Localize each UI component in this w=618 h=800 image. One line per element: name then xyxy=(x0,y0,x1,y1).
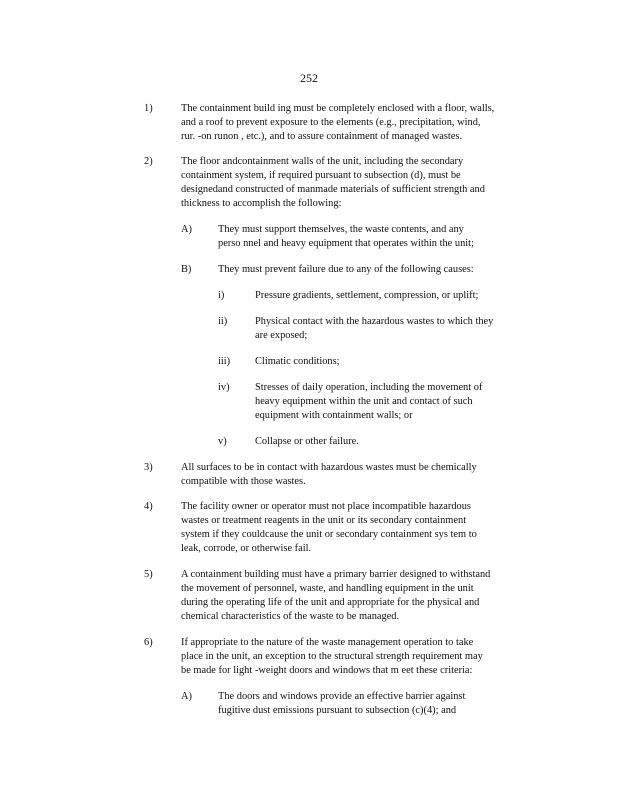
item-line: system if they couldcause the unit or secondary containment sys tem to xyxy=(181,529,477,540)
item-line: They must support themselves, the waste contents, and any xyxy=(218,224,464,235)
item-label: B) xyxy=(181,264,192,275)
item-label: iv) xyxy=(218,382,230,393)
item-line: Stresses of daily operation, including the movement of xyxy=(255,382,483,393)
item-line: during the operating life of the unit and appropriate for the physical and xyxy=(181,597,480,608)
item-label: 1) xyxy=(144,103,153,114)
item-label: v) xyxy=(218,436,227,447)
item-line: compatible with those wastes. xyxy=(181,476,306,487)
item-line: wastes or treatment reagents in the unit or its secondary containment xyxy=(181,515,467,526)
item-line: heavy equipment within the unit and contact of such xyxy=(255,396,473,407)
item-label: i) xyxy=(218,290,225,301)
item-line: are exposed; xyxy=(255,330,308,341)
item-line: rur. -on runon , etc.), and to assure containment of managed wastes. xyxy=(181,131,463,142)
item-label: 6) xyxy=(144,637,153,648)
item-label: iii) xyxy=(218,356,231,367)
item-line: Pressure gradients, settlement, compression, or uplift; xyxy=(255,290,479,301)
item-line: designedand constructed of manmade materials of sufficient strength and xyxy=(181,184,485,195)
item-line: equipment with containment walls; or xyxy=(255,410,413,421)
item-line: If appropriate to the nature of the waste management operation to take xyxy=(181,637,474,648)
item-label: 2) xyxy=(144,156,153,167)
item-label: 4) xyxy=(144,501,153,512)
item-line: fugitive dust emissions pursuant to subsection (c)(4); and xyxy=(218,705,457,716)
item-line: thickness to accomplish the following: xyxy=(181,198,342,209)
item-line: place in the unit, an exception to the structural strength requirement may xyxy=(181,651,483,662)
item-label: ii) xyxy=(218,316,228,327)
item-line: the movement of personnel, waste, and handling equipment in the unit xyxy=(181,583,474,594)
item-line: Collapse or other failure. xyxy=(255,436,359,447)
item-line: perso nnel and heavy equipment that operates within the unit; xyxy=(218,238,474,249)
item-line: A containment building must have a primary barrier designed to withstand xyxy=(181,569,491,580)
item-line: be made for light -weight doors and windows that m eet these criteria: xyxy=(181,665,473,676)
item-line: Physical contact with the hazardous wastes to which they xyxy=(255,316,494,327)
item-line: containment system, if required pursuant to subsection (d), must be xyxy=(181,170,461,181)
item-line: The facility owner or operator must not place incompatible hazardous xyxy=(181,501,471,512)
item-line: They must prevent failure due to any of the following causes: xyxy=(218,264,474,275)
item-line: Climatic conditions; xyxy=(255,356,340,367)
item-label: 3) xyxy=(144,462,153,473)
item-line: chemical characteristics of the waste to be managed. xyxy=(181,611,400,622)
item-label: A) xyxy=(181,224,192,235)
item-line: leak, corrode, or otherwise fail. xyxy=(181,543,312,554)
item-line: and a roof to prevent exposure to the elements (e.g., precipitation, wind, xyxy=(181,117,481,128)
item-line: All surfaces to be in contact with hazardous wastes must be chemically xyxy=(181,462,477,473)
item-line: The containment build ing must be completely enclosed with a floor, walls, xyxy=(181,103,495,114)
item-line: The floor andcontainment walls of the unit, including the secondary xyxy=(181,156,464,167)
page-number: 252 xyxy=(300,71,318,85)
item-line: The doors and windows provide an effective barrier against xyxy=(218,691,466,702)
item-label: A) xyxy=(181,691,192,702)
item-label: 5) xyxy=(144,569,153,580)
